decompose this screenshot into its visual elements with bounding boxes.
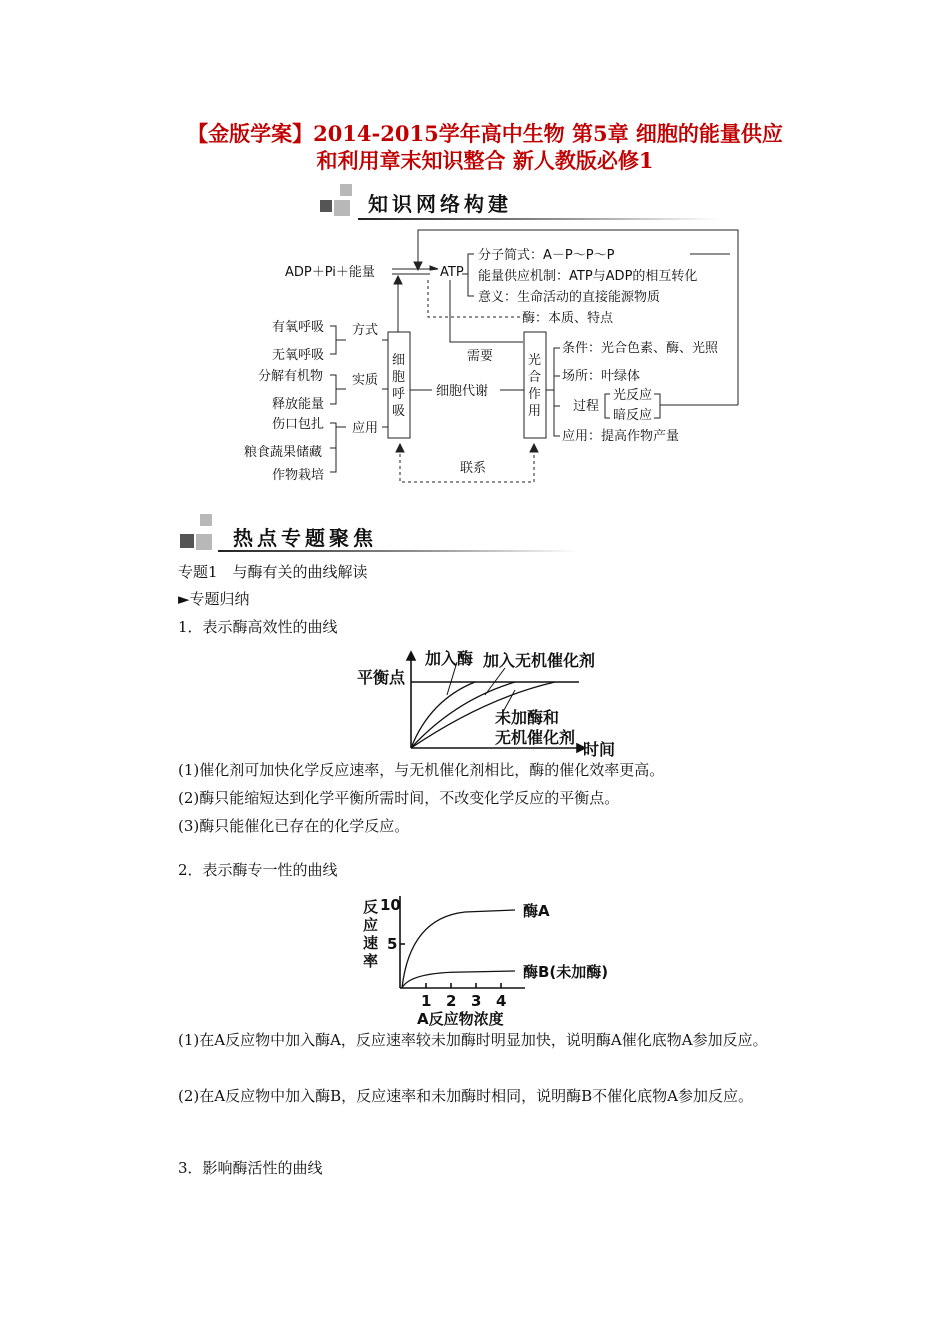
metabolism-label: 细胞代谢 bbox=[436, 384, 489, 399]
banner-underline bbox=[358, 218, 718, 220]
title-line-1: 【金版学案】2014-2015学年高中生物 第5章 细胞的能量供应 bbox=[187, 121, 783, 146]
chart2-series-a: 酶A bbox=[523, 902, 550, 920]
paragraph-5: (2)在A反应物中加入酶B，反应速率和未加酶时相同，说明酶B不催化底物A参加反应。 bbox=[178, 1087, 753, 1105]
left-item-release: 释放能量 bbox=[272, 397, 325, 412]
atp-item-meaning: 意义：生命活动的直接能源物质 bbox=[478, 290, 661, 305]
right-item-dark: 暗反应 bbox=[613, 408, 653, 423]
ytick-5: 5 bbox=[387, 935, 398, 953]
banner-label: 热点专题聚焦 bbox=[233, 526, 377, 550]
chart2-xlabel: A反应物浓度 bbox=[417, 1010, 504, 1028]
chart2-series-b: 酶B(未加酶) bbox=[523, 963, 609, 981]
item-3-heading: 3．影响酶活性的曲线 bbox=[178, 1159, 323, 1177]
topic-heading: 专题1 与酶有关的曲线解读 bbox=[178, 563, 368, 581]
adp-label: ADP＋Pi＋能量 bbox=[285, 265, 375, 280]
banner-decoration bbox=[196, 534, 212, 550]
group-essence: 实质 bbox=[352, 373, 379, 388]
paragraph-2: (2)酶只能缩短达到化学平衡所需时间，不改变化学反应的平衡点。 bbox=[178, 789, 620, 807]
chart2-ylabel-char-3: 速 bbox=[363, 934, 379, 952]
left-item-cultivation: 作物栽培 bbox=[272, 468, 325, 483]
left-item-storage: 粮食蔬果储藏 bbox=[244, 445, 323, 460]
chart1-series-inorganic: 加入无机催化剂 bbox=[483, 651, 596, 670]
item-2-heading: 2．表示酶专一性的曲线 bbox=[178, 861, 338, 879]
need-label: 需要 bbox=[467, 349, 494, 364]
resp-vertical-char: 吸 bbox=[392, 404, 406, 419]
xtick-3: 3 bbox=[471, 992, 482, 1010]
ytick-10: 10 bbox=[380, 896, 401, 914]
chart1-ylabel: 平衡点 bbox=[357, 668, 406, 687]
photo-vertical-char: 用 bbox=[528, 404, 542, 419]
resp-vertical-char: 胞 bbox=[392, 370, 406, 385]
chart2-ylabel-char-4: 率 bbox=[363, 952, 379, 970]
group-application: 应用 bbox=[352, 421, 379, 436]
group-mode: 方式 bbox=[352, 323, 379, 338]
chart2-ylabel-char-2: 应 bbox=[363, 916, 379, 934]
enzyme-efficiency-chart bbox=[355, 640, 635, 760]
resp-vertical-char: 细 bbox=[392, 353, 406, 368]
banner-label: 知识网络构建 bbox=[368, 192, 512, 216]
chart2-ylabel-char-1: 反 bbox=[363, 898, 379, 916]
enzyme-label: 酶：本质、特点 bbox=[522, 311, 614, 326]
left-item-anaerobic: 无氧呼吸 bbox=[272, 348, 325, 363]
banner-decoration bbox=[340, 184, 352, 196]
right-item-condition: 条件：光合色素、酶、光照 bbox=[562, 341, 719, 356]
document-title bbox=[140, 120, 830, 174]
atp-item-mechanism: 能量供应机制：ATP与ADP的相互转化 bbox=[478, 269, 698, 284]
banner-underline bbox=[218, 550, 578, 552]
enzyme-specificity-chart bbox=[355, 888, 645, 1028]
photo-vertical-char: 光 bbox=[528, 353, 542, 368]
left-item-aerobic: 有氧呼吸 bbox=[272, 320, 325, 335]
paragraph-4: (1)在A反应物中加入酶A，反应速率较未加酶时明显加快，说明酶A催化底物A参加反应。 bbox=[178, 1031, 768, 1049]
banner-decoration bbox=[334, 200, 350, 216]
paragraph-1: (1)催化剂可加快化学反应速率，与无机催化剂相比，酶的催化效率更高。 bbox=[178, 761, 665, 779]
photo-vertical-char: 作 bbox=[528, 387, 542, 402]
xtick-2: 2 bbox=[446, 992, 457, 1010]
chart1-xlabel: 时间 bbox=[583, 740, 616, 759]
section-banner-network bbox=[318, 180, 738, 224]
item-1-heading: 1．表示酶高效性的曲线 bbox=[178, 618, 338, 636]
resp-vertical-char: 呼 bbox=[392, 387, 406, 402]
series-enzyme-b bbox=[402, 971, 515, 988]
chart1-series-none-line1: 未加酶和 bbox=[495, 708, 560, 727]
atp-item-formula: 分子简式：A－P～P～P bbox=[478, 248, 615, 263]
photo-vertical-char: 合 bbox=[528, 370, 542, 385]
left-item-decompose: 分解有机物 bbox=[258, 369, 324, 384]
chart1-series-none-line2: 无机催化剂 bbox=[495, 728, 576, 747]
banner-decoration bbox=[180, 534, 194, 548]
left-item-wound: 伤口包扎 bbox=[272, 417, 325, 432]
section-banner-hotspot bbox=[178, 512, 598, 556]
banner-decoration bbox=[320, 200, 332, 212]
right-item-light: 光反应 bbox=[613, 388, 653, 403]
title-line-2: 和利用章末知识整合 新人教版必修1 bbox=[316, 148, 654, 173]
y-axis-arrow bbox=[407, 652, 415, 660]
knowledge-network-diagram bbox=[0, 222, 950, 502]
right-item-site: 场所：叶绿体 bbox=[562, 369, 641, 384]
link-label: 联系 bbox=[460, 461, 487, 476]
summary-heading: ►专题归纳 bbox=[178, 590, 250, 608]
atp-label: ATP bbox=[440, 265, 464, 280]
chart1-series-enzyme: 加入酶 bbox=[425, 649, 474, 668]
right-item-application: 应用：提高作物产量 bbox=[562, 429, 680, 444]
paragraph-3: (3)酶只能催化已存在的化学反应。 bbox=[178, 817, 410, 835]
xtick-4: 4 bbox=[496, 992, 507, 1010]
banner-decoration bbox=[200, 514, 212, 526]
xtick-1: 1 bbox=[421, 992, 432, 1010]
right-item-process: 过程 bbox=[573, 399, 600, 414]
